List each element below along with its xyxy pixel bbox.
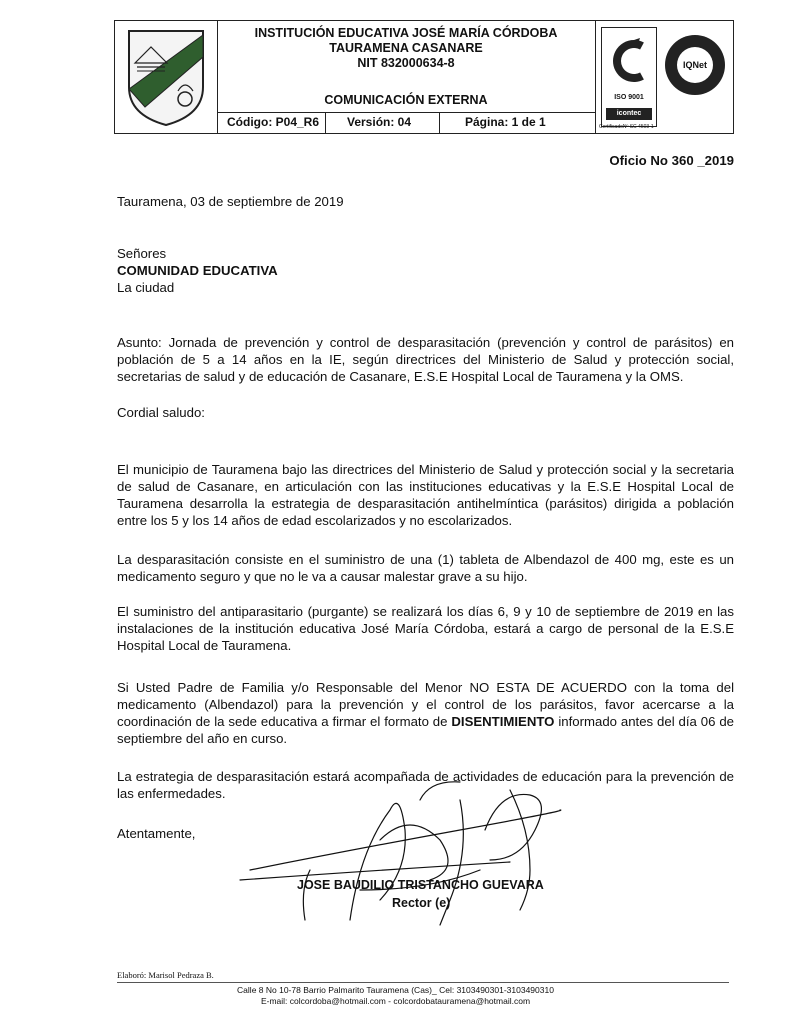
paragraph-4-text-a: Si Usted Padre de Familia y/o Responsable del Menor NO ESTA DE ACUERDO con la toma del medicamento (Albendazol) para la prevención y el control de los parásitos, favor acercarse a la coordinación de la sede educativa a firmar el formato de xyxy=(117,680,734,729)
institution-name: INSTITUCIÓN EDUCATIVA JOSÉ MARÍA CÓRDOBA xyxy=(254,26,558,40)
icontec-iso-badge xyxy=(601,27,657,127)
header-title-area xyxy=(217,21,595,113)
letter-date: Tauramena, 03 de septiembre de 2019 xyxy=(117,194,344,209)
icontec-label: icontec xyxy=(606,108,652,120)
oficio-number: Oficio No 360 _2019 xyxy=(609,153,734,168)
letter-paragraph-5: La estrategia de desparasitación estará acompañada de actividades de educación para la prevención de las enfermedades. xyxy=(117,769,734,801)
school-shield-logo xyxy=(123,27,209,127)
institution-nit: NIT 832000634-8 xyxy=(357,56,455,70)
footer-address: Calle 8 No 10-78 Barrio Palmarito Tauramena (Cas)_ Cel: 3103490301-3103490310 xyxy=(237,985,554,995)
iso-label: ISO 9001 xyxy=(614,94,644,101)
meta-divider xyxy=(325,112,326,133)
handwritten-signature xyxy=(230,770,590,940)
recipient-line-2: COMUNIDAD EDUCATIVA xyxy=(117,263,278,278)
letter-closing: Atentamente, xyxy=(117,826,196,841)
footer-divider xyxy=(117,982,729,983)
icontec-c-icon xyxy=(610,36,650,86)
document-type: COMUNICACIÓN EXTERNA xyxy=(324,93,488,107)
iqnet-label: IQNet xyxy=(682,60,708,70)
document-version: Versión: 04 xyxy=(347,115,412,129)
document-code: Código: P04_R6 xyxy=(227,115,320,129)
letter-paragraph-1: El municipio de Tauramena bajo las directrices del Ministerio de Salud y protección social y la secretaria de salud de Casanare, en articulación con las instituciones educativas y la E.S.E Hospital Local de Tauramena desarrolla la estrategia de desparasitación antihelmíntica (parásitos) dirigida a población entre los 5 y los 14 años de edad escolarizados y no escolarizados. xyxy=(117,462,734,528)
disentimiento-emphasis: DISENTIMIENTO xyxy=(451,714,555,729)
signer-name: JOSE BAUDILIO TRISTANCHO GUEVARA xyxy=(297,878,544,892)
recipient-line-1: Señores xyxy=(117,246,167,261)
meta-divider xyxy=(439,112,440,133)
letter-paragraph-3: El suministro del antiparasitario (purgante) se realizará los días 6, 9 y 10 de septiembre de 2019 en las instalaciones de la institución educativa José María Córdoba, estará a cargo de personal de la E.S.E Hospital Local de Tauramena. xyxy=(117,604,734,653)
footer-email: E-mail: colcordoba@hotmail.com - colcordobatauramena@hotmail.com xyxy=(260,996,531,1006)
prepared-by: Elaboró: Marisol Pedraza B. xyxy=(117,970,214,980)
document-meta-row xyxy=(217,112,595,133)
letter-greeting: Cordial saludo: xyxy=(117,405,205,420)
certificate-number: CertificadoNº SC 4503-1 xyxy=(599,124,654,130)
logo-cell xyxy=(115,21,218,133)
institution-location: TAURAMENA CASANARE xyxy=(329,41,483,55)
signer-role: Rector (e) xyxy=(392,896,451,910)
letter-paragraph-4 xyxy=(117,679,734,747)
certification-cell xyxy=(595,21,733,133)
document-page: Página: 1 de 1 xyxy=(465,115,546,129)
document-header xyxy=(114,20,734,134)
header-center-cell xyxy=(217,21,596,133)
letter-subject: Asunto: Jornada de prevención y control de desparasitación (prevención y control de parásitos) en población de 5 a 14 años en la IE, según directrices del Ministerio de Salud y protección social, secretarias de salud y de educación de Casanare, E.S.E Hospital Local de Tauramena y la OMS. xyxy=(117,335,734,384)
letter-paragraph-2: La desparasitación consiste en el suministro de una (1) tableta de Albendazol de 400 mg, este es un medicamento seguro y que no le va a causar malestar grave a su hijo. xyxy=(117,552,734,584)
recipient-line-3: La ciudad xyxy=(117,280,175,295)
paragraph-4-text-b: informado antes del día 06 de septiembre del año en curso. xyxy=(117,714,734,746)
iqnet-certified-seal-icon xyxy=(663,33,727,97)
